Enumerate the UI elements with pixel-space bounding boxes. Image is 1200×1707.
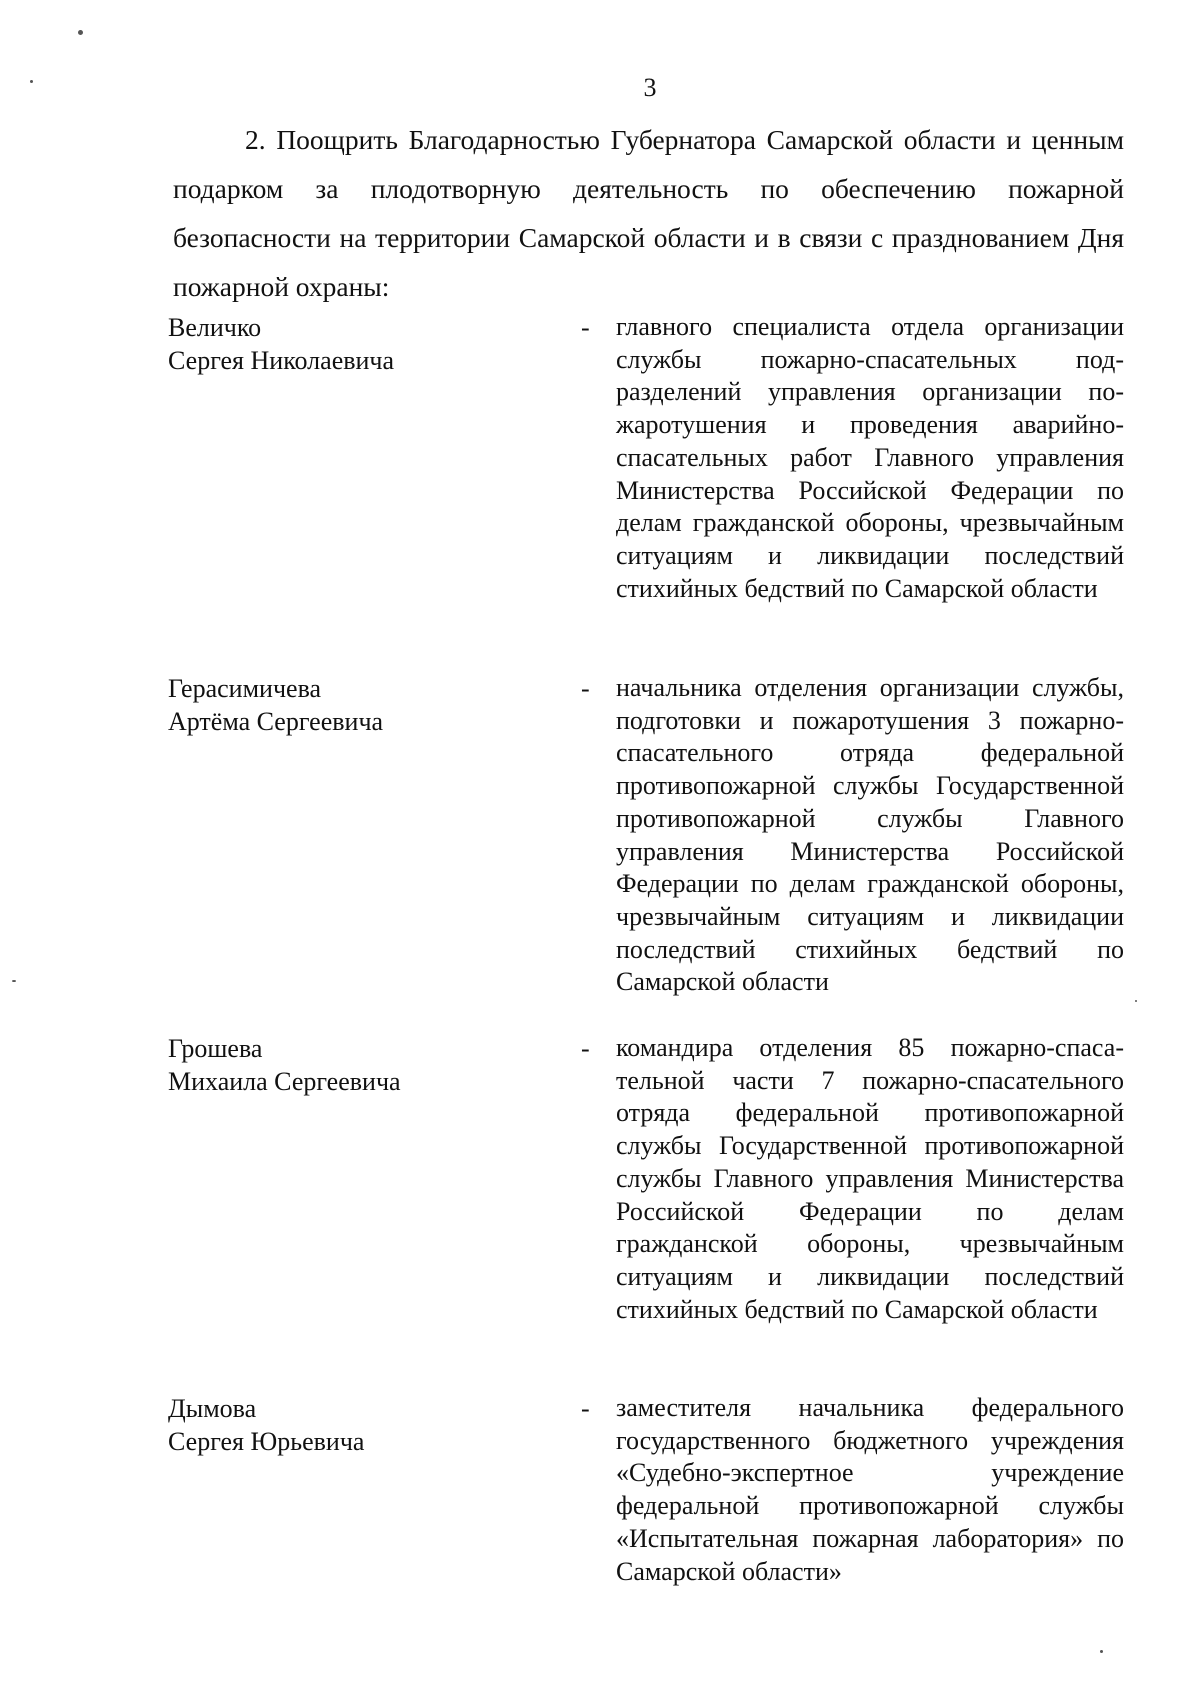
entry-dash: - bbox=[581, 1394, 590, 1423]
entry-dash: - bbox=[581, 1034, 590, 1063]
awardee-position: командира отделения 85 пожарно-спасательной части 7 пожарно-спасательного отряда федеральной противопожарной службы Государственной противопожарной службы Главного управления Министерства Российской Федерации по делам гражданской обороны, чрезвычайным ситуациям и ликвидации последствий стихийных бедствий по Самарской области bbox=[616, 1033, 1124, 1324]
awardee-given-names: Артёма Сергеевича bbox=[168, 707, 384, 736]
awardee-surname: Величко bbox=[168, 313, 262, 342]
awardee-given-names: Михаила Сергеевича bbox=[168, 1067, 401, 1096]
awardee-surname: Дымова bbox=[168, 1394, 257, 1423]
awardee-surname: Герасимичева bbox=[168, 674, 322, 703]
awardee-given-names: Сергея Николаевича bbox=[168, 346, 395, 375]
scan-speck bbox=[78, 30, 83, 35]
awardee-name bbox=[168, 672, 528, 738]
page-number: 3 bbox=[643, 73, 657, 102]
awardee-name bbox=[168, 1392, 528, 1458]
intro-paragraph: 2. Поощрить Благодарностью Губернатора Самарской области и ценным подарком за плодотворную деятельность по обеспечению пожарной безопасности на территории Самарской области и в связи с празднованием Дня пожарной охраны: bbox=[173, 124, 1124, 302]
awardee-name bbox=[168, 1032, 528, 1098]
scan-speck bbox=[1100, 1650, 1103, 1653]
awardee-given-names: Сергея Юрьевича bbox=[168, 1427, 365, 1456]
scan-speck bbox=[12, 980, 16, 982]
awardee-name bbox=[168, 311, 528, 377]
awardee-position: начальника отделения организации службы, подготовки и пожаротушения 3 пожарно-спасательного отряда федеральной противопожарной службы Государственной противопожарной службы Главного управления Министерства Российской Федерации по делам гражданской обороны, чрезвычайным ситуациям и ликвидации последствий стихийных бедствий по Самарской области bbox=[616, 673, 1124, 997]
awardee-position: главного специалиста отдела организации службы пожарно-спасательных подразделений управления организации пожаротушения и проведения аварийно-спасательных работ Главного управления Министерства Российской Федерации по делам гражданской обороны, чрезвычайным ситуациям и ликвидации последствий стихийных бедствий по Самарской области bbox=[616, 312, 1124, 603]
entry-dash: - bbox=[581, 674, 590, 703]
scan-speck bbox=[30, 80, 33, 83]
scan-speck bbox=[1135, 1000, 1137, 1002]
entry-dash: - bbox=[581, 313, 590, 342]
awardee-surname: Грошева bbox=[168, 1034, 263, 1063]
awardee-position: заместителя начальника федерального государственного бюджетного учреждения «Судебно-экспертное учреждение федеральной противопожарной службы «Испытательная пожарная лаборатория» по Самарской области» bbox=[616, 1393, 1124, 1586]
